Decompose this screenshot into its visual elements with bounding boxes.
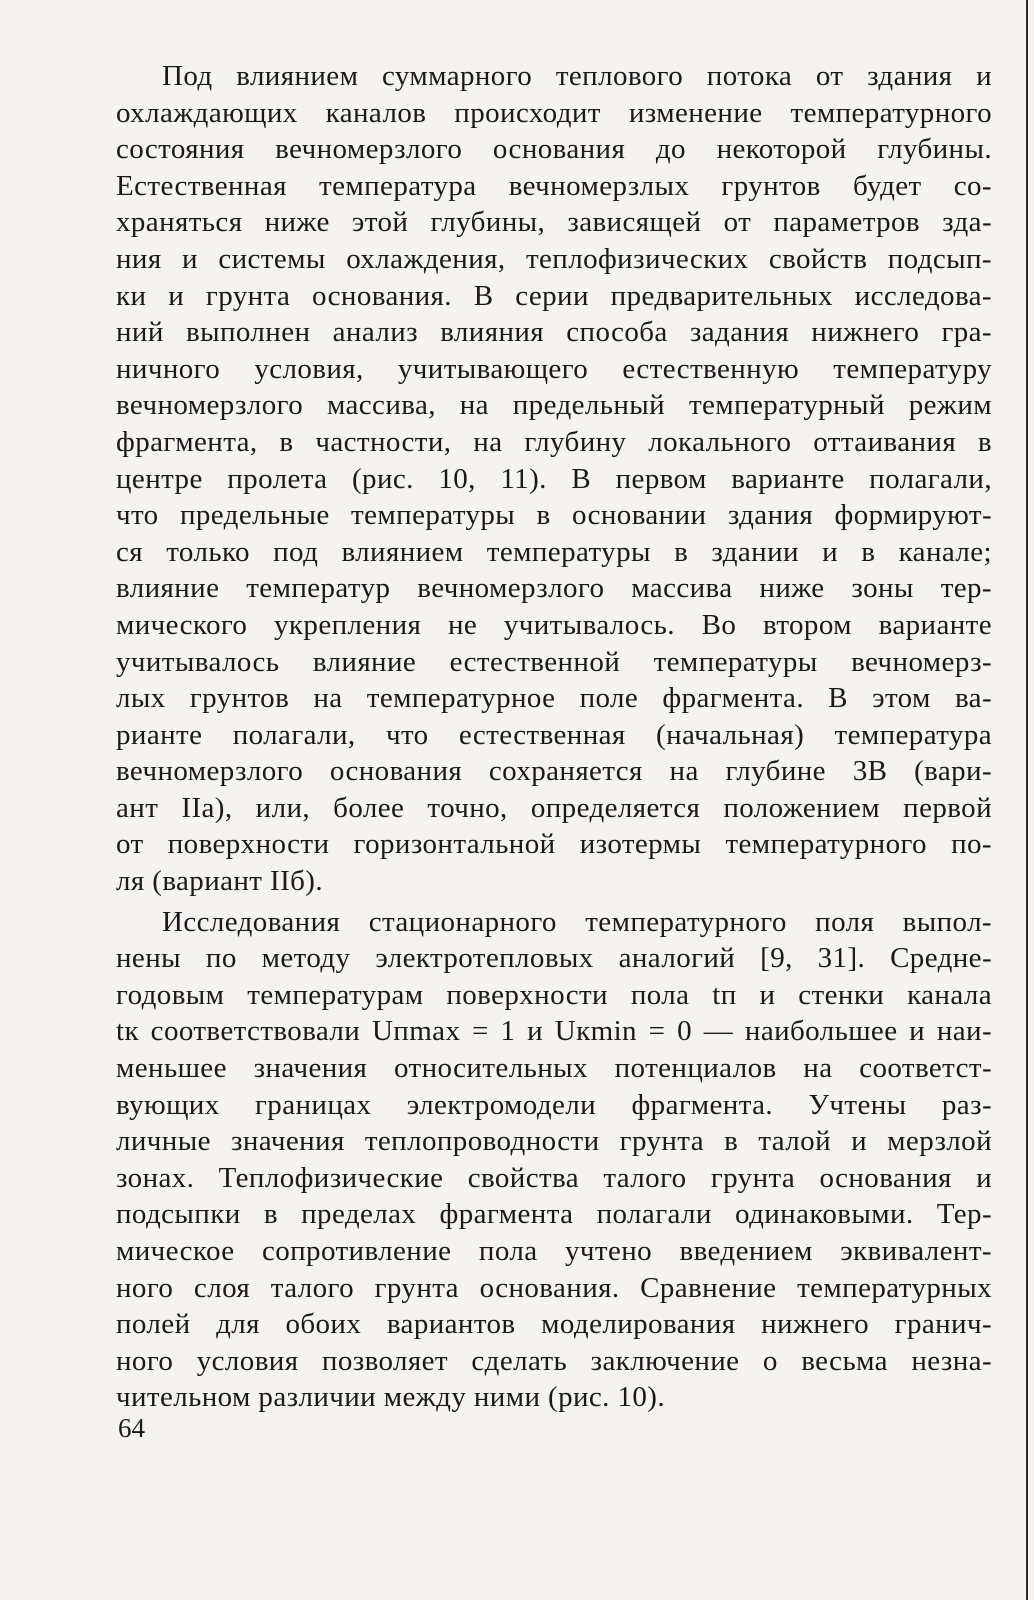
text-line: ки и грунта основания. В серии предварительных исследова- <box>116 279 992 312</box>
text-line: ничного условия, учитывающего естественную температуру <box>116 352 992 385</box>
paragraph-1 <box>116 58 992 900</box>
paragraph-2 <box>116 904 992 1416</box>
text-line: ния и системы охлаждения, теплофизических свойств подсып- <box>116 242 992 275</box>
text-line: Исследования стационарного температурного поля выпол- <box>162 905 992 938</box>
scan-edge-line <box>1026 0 1028 1600</box>
text-line: состояния вечномерзлого основания до некоторой глубины. <box>116 133 992 166</box>
text-line: ного условия позволяет сделать заключение о весьма незна- <box>116 1344 992 1377</box>
text-line: мического укрепления не учитывалось. Во втором варианте <box>116 608 992 641</box>
text-line: Под влиянием суммарного теплового потока от здания и <box>162 60 992 92</box>
text-line: что предельные температуры в основании здания формируют- <box>116 499 992 532</box>
text-line: вующих границах электромодели фрагмента. Учтены раз- <box>116 1088 992 1121</box>
text-line: влияние температур вечномерзлого массива ниже зоны тер- <box>116 572 992 605</box>
text-line: от поверхности горизонтальной изотермы температурного по- <box>116 828 992 861</box>
text-line: рианте полагали, что естественная (начальная) температура <box>116 718 992 751</box>
text-line: годовым температурам поверхности пола tп и стенки канала <box>116 978 992 1011</box>
text-line: зонах. Теплофизические свойства талого грунта основания и <box>116 1161 992 1194</box>
text-line: лых грунтов на температурное поле фрагмента. В этом ва- <box>116 682 992 715</box>
text-line: центре пролета (рис. 10, 11). В первом варианте полагали, <box>116 462 992 495</box>
text-line: подсыпки в пределах фрагмента полагали одинаковыми. Тер- <box>116 1198 992 1231</box>
text-line: меньшее значения относительных потенциалов на соответст- <box>116 1052 992 1085</box>
text-line: ний выполнен анализ влияния способа задания нижнего гра- <box>116 316 992 349</box>
text-line: личные значения теплопроводности грунта в талой и мерзлой <box>116 1125 992 1158</box>
text-line: учитывалось влияние естественной температуры вечномерз- <box>116 645 992 678</box>
text-line: ант IIа), или, более точно, определяется положением первой <box>116 791 992 824</box>
text-line: вечномерзлого массива, на предельный температурный режим <box>116 389 992 422</box>
page-body <box>116 58 992 1416</box>
text-line: ля (вариант IIб). <box>116 865 324 898</box>
text-line: ся только под влиянием температуры в здании и в канале; <box>116 535 992 568</box>
text-line: мическое сопротивление пола учтено введением эквивалент- <box>116 1235 992 1267</box>
text-line: чительном различии между ними (рис. 10). <box>116 1381 665 1414</box>
page-number: 64 <box>118 1413 145 1443</box>
text-line: храняться ниже этой глубины, зависящей от параметров зда- <box>116 206 992 239</box>
text-line: нены по методу электротепловых аналогий [9, 31]. Средне- <box>116 942 992 975</box>
text-line: tк соответствовали Uпmax = 1 и Uкmin = 0 — наибольшее и наи- <box>116 1015 992 1048</box>
text-line: Естественная температура вечномерзлых грунтов будет со- <box>116 169 992 202</box>
text-line: охлаждающих каналов происходит изменение температурного <box>116 96 992 129</box>
text-line: вечномерзлого основания сохраняется на глубине 3B (вари- <box>116 755 992 788</box>
text-line: фрагмента, в частности, на глубину локального оттаивания в <box>116 425 992 458</box>
text-line: ного слоя талого грунта основания. Сравнение температурных <box>116 1271 992 1304</box>
text-line: полей для обоих вариантов моделирования нижнего гранич- <box>116 1308 992 1341</box>
